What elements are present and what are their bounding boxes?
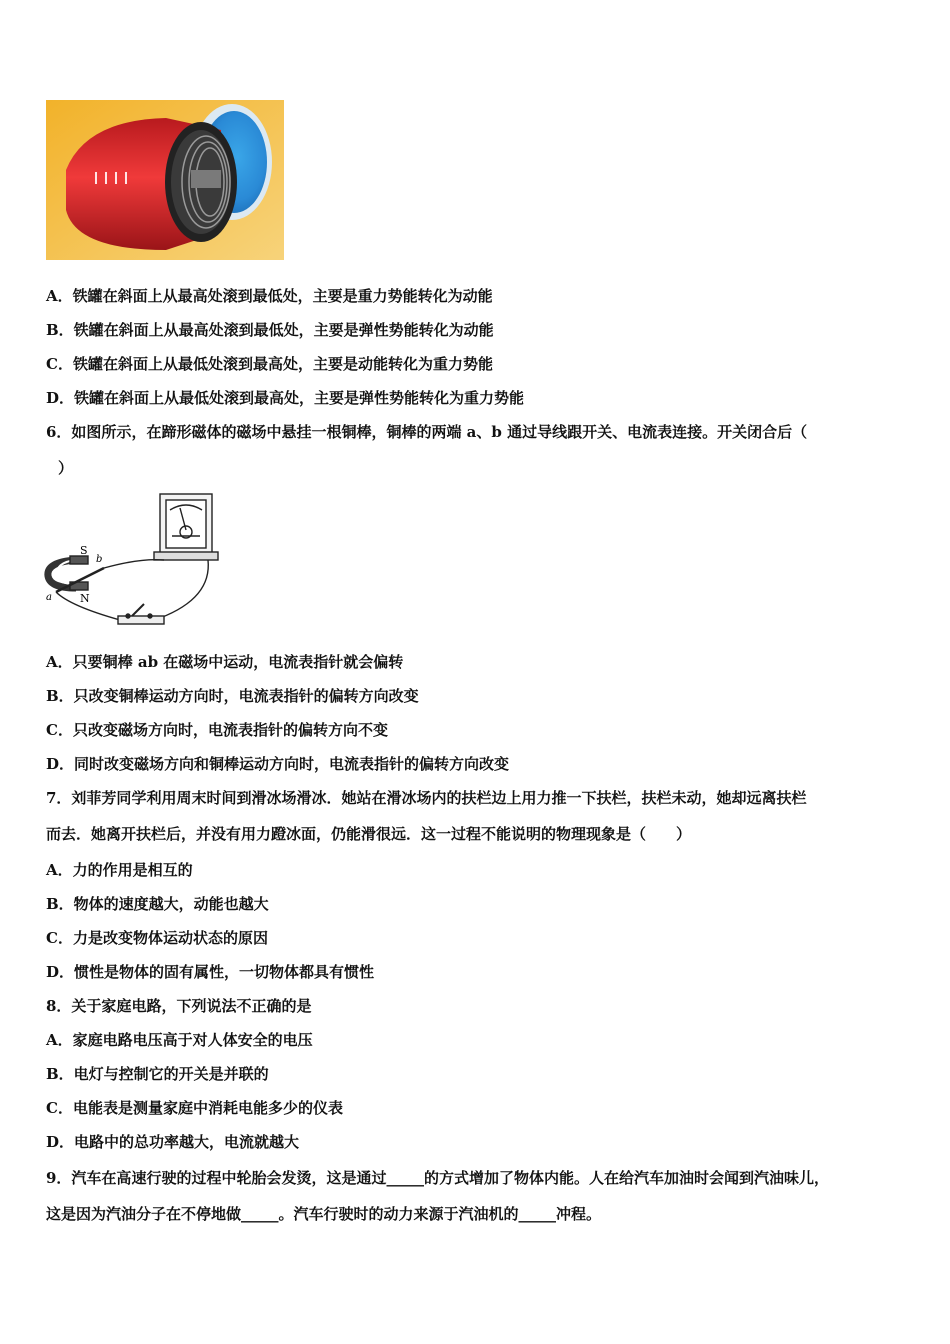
q5-option-d: D．铁罐在斜面上从最低处滚到最高处，主要是弹性势能转化为重力势能 [46, 389, 525, 407]
q7-option-c: C．力是改变物体运动状态的原因 [46, 929, 268, 947]
q7-stem-line2: 而去．她离开扶栏后，并没有用力蹬冰面，仍能滑很远．这一过程不能说明的物理现象是（ ） [46, 825, 692, 843]
q6-option-d: D．同时改变磁场方向和铜棒运动方向时，电流表指针的偏转方向改变 [46, 755, 510, 773]
q6-option-b: B．只改变铜棒运动方向时，电流表指针的偏转方向改变 [46, 687, 419, 705]
q6-option-a: A．只要铜棒 ab 在磁场中运动，电流表指针就会偏转 [46, 653, 404, 671]
q6-option-c: C．只改变磁场方向时，电流表指针的偏转方向不变 [46, 721, 388, 739]
q5-option-b: B．铁罐在斜面上从最高处滚到最低处，主要是弹性势能转化为动能 [46, 321, 494, 339]
q7-stem-line1: 7．刘菲芳同学利用周末时间到滑冰场滑冰．她站在滑冰场内的扶栏边上用力推一下扶栏，扶栏未动，她却远离扶栏 [46, 789, 807, 807]
q8-stem: 8．关于家庭电路，下列说法不正确的是 [46, 997, 312, 1015]
electromagnetic-induction-figure [40, 488, 230, 633]
q7-option-b: B．物体的速度越大，动能也越大 [46, 895, 269, 913]
label-b: b [96, 554, 103, 565]
q8-option-c: C．电能表是测量家庭中消耗电能多少的仪表 [46, 1099, 343, 1117]
q5-option-a: A．铁罐在斜面上从最高处滚到最低处，主要是重力势能转化为动能 [46, 287, 493, 305]
q7-option-a: A．力的作用是相互的 [46, 861, 193, 879]
q8-option-d: D．电路中的总功率越大，电流就越大 [46, 1133, 300, 1151]
q8-option-b: B．电灯与控制它的开关是并联的 [46, 1065, 269, 1083]
q6-stem-line2: ） [58, 459, 74, 477]
label-n: N [80, 592, 90, 605]
q7-option-d: D．惯性是物体的固有属性，一切物体都具有惯性 [46, 963, 375, 981]
q6-stem-line1: 6．如图所示，在蹄形磁体的磁场中悬挂一根铜棒，铜棒的两端 a、b 通过导线跟开关、电流表连接。开关闭合后（ [46, 423, 808, 441]
label-s: S [80, 544, 88, 557]
q8-option-a: A．家庭电路电压高于对人体安全的电压 [46, 1031, 313, 1049]
q9-stem-line2: 这是因为汽油分子在不停地做_____。汽车行驶时的动力来源于汽油机的_____冲程。 [46, 1205, 602, 1223]
q9-stem-line1: 9．汽车在高速行驶的过程中轮胎会发烫，这是通过_____的方式增加了物体内能。人在给汽车加油时会闻到汽油味儿， [46, 1169, 829, 1187]
rolling-can-figure [46, 100, 284, 260]
q5-option-c: C．铁罐在斜面上从最低处滚到最高处，主要是动能转化为重力势能 [46, 355, 493, 373]
label-a: a [46, 592, 52, 603]
